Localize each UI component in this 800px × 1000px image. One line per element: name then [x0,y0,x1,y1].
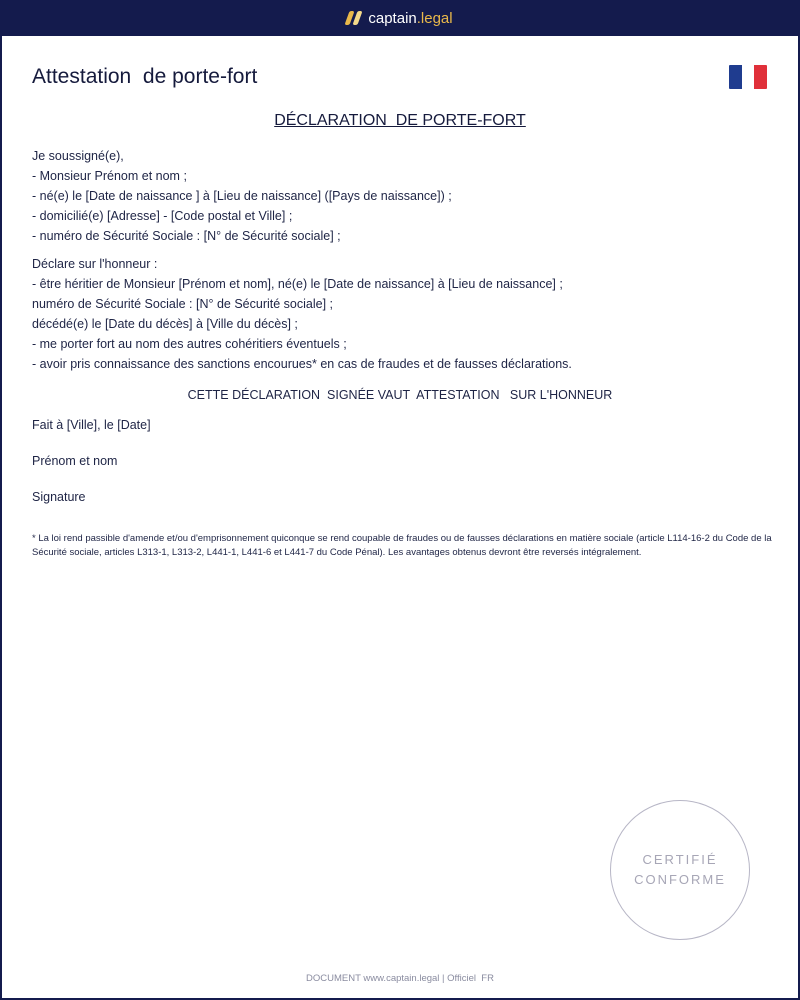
place-date-field: Fait à [Ville], le [Date] [32,418,151,432]
declaration-line: décédé(e) le [Date du décès] à [Ville du décès] ; [32,317,298,331]
intro-line: - Monsieur Prénom et nom ; [32,169,187,183]
top-bar [0,0,800,36]
declaration-line: numéro de Sécurité Sociale : [N° de Sécurité sociale] ; [32,297,333,311]
certified-stamp [610,800,750,940]
declaration-line: Déclare sur l'honneur : [32,257,158,271]
brand-name: captain [368,9,417,27]
brand[interactable] [347,10,452,27]
name-field: Prénom et nom [32,454,118,468]
stamp-line: CONFORME [634,872,726,887]
intro-line: Je soussigné(e), [32,149,124,163]
signature-field: Signature [32,490,86,504]
page-footer: DOCUMENT www.captain.legal | Officiel FR [306,973,494,984]
france-flag-icon [729,65,767,89]
intro-line: - numéro de Sécurité Sociale : [N° de Sécurité sociale] ; [32,229,341,243]
captain-legal-logo-icon [345,11,363,25]
intro-line: - domicilié(e) [Adresse] - [Code postal et Ville] ; [32,209,293,223]
declaration-line: - me porter fort au nom des autres cohéritiers éventuels ; [32,337,347,351]
declaration-line: - être héritier de Monsieur [Prénom et nom], né(e) le [Date de naissance] à [Lieu de naissance] ; [32,277,563,291]
stamp-line: CERTIFIÉ [642,852,718,867]
legal-footnote: * La loi rend passible d'amende et/ou d'emprisonnement quiconque se rend coupable de fraudes ou de fausses déclarations en matière sociale (article L114-16-2 du Code de la Sécurité sociale, articles L313-1, L313-2, L441-1, L441-6 et L441-7 du Code Pénal). Les avantages obtenus devront être reversés intégralement. [32,533,772,558]
intro-line: - né(e) le [Date de naissance ] à [Lieu de naissance] ([Pays de naissance]) ; [32,189,452,203]
attestation-statement: CETTE DÉCLARATION SIGNÉE VAUT ATTESTATION SUR L'HONNEUR [187,388,613,402]
declaration-heading: DÉCLARATION DE PORTE-FORT [274,112,526,129]
brand-tld: .legal [416,9,453,27]
declaration-body [32,146,772,374]
declaration-line: - avoir pris connaissance des sanctions encourues* en cas de fraudes et de fausses déclarations. [32,357,572,371]
document-title: Attestation de porte-fort [32,65,258,88]
